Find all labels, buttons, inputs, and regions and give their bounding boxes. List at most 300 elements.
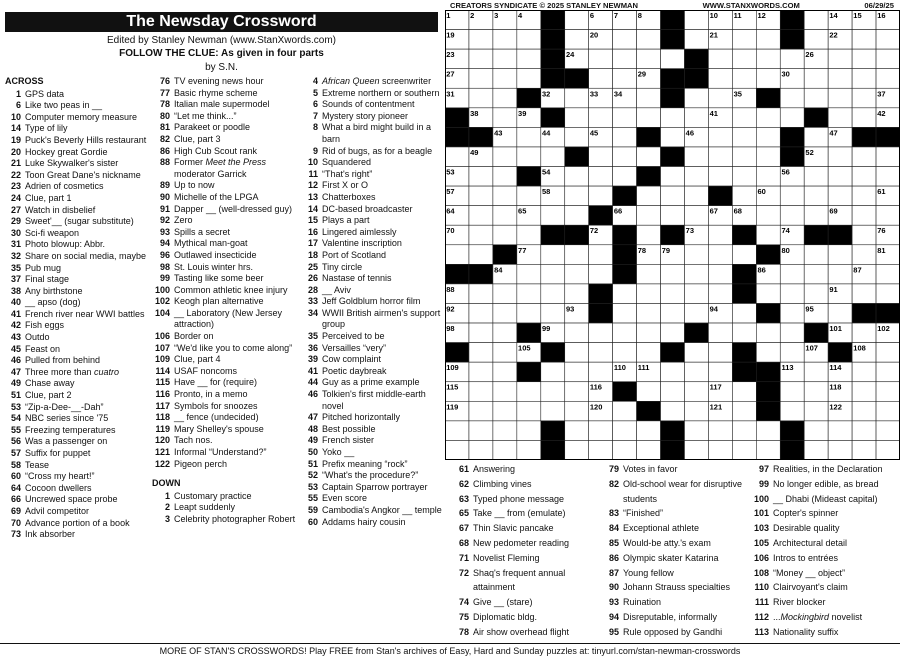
clue-across-76[interactable]: [152, 76, 297, 88]
clue-across-93[interactable]: [152, 227, 297, 239]
grid-cell[interactable]: [828, 264, 852, 284]
clue-across-1[interactable]: [5, 89, 147, 101]
clue-down-41[interactable]: [302, 366, 444, 378]
grid-cell[interactable]: [613, 69, 637, 89]
grid-cell[interactable]: [469, 343, 493, 363]
grid-cell[interactable]: [756, 225, 780, 245]
clue-down-82[interactable]: [603, 477, 748, 507]
grid-cell[interactable]: [732, 108, 756, 128]
clue-down-59[interactable]: [302, 505, 444, 517]
grid-cell[interactable]: [469, 323, 493, 343]
grid-cell[interactable]: [661, 186, 685, 206]
grid-cell[interactable]: [493, 362, 517, 382]
clue-down-15[interactable]: [302, 215, 444, 227]
clue-across-117[interactable]: [152, 401, 297, 413]
grid-cell[interactable]: [565, 186, 589, 206]
grid-cell[interactable]: [493, 284, 517, 304]
clue-down-14[interactable]: [302, 204, 444, 216]
grid-cell[interactable]: [661, 362, 685, 382]
clue-down-100[interactable]: [751, 492, 899, 507]
grid-cell[interactable]: [828, 69, 852, 89]
clue-across-6[interactable]: [5, 100, 147, 112]
clue-down-52[interactable]: [302, 470, 444, 482]
clue-down-11[interactable]: [302, 169, 444, 181]
grid-cell[interactable]: [565, 421, 589, 441]
grid-cell[interactable]: [876, 30, 900, 50]
clue-down-55[interactable]: [302, 493, 444, 505]
grid-cell[interactable]: [493, 421, 517, 441]
grid-cell[interactable]: [661, 108, 685, 128]
grid-cell[interactable]: [684, 284, 708, 304]
clue-across-102[interactable]: [152, 296, 297, 308]
grid-cell[interactable]: [804, 186, 828, 206]
grid-cell[interactable]: [852, 440, 876, 460]
grid-cell[interactable]: [804, 245, 828, 265]
clue-down-90[interactable]: [603, 580, 748, 595]
grid-cell[interactable]: [613, 167, 637, 187]
clue-across-122[interactable]: [152, 459, 297, 471]
grid-cell[interactable]: [708, 362, 732, 382]
grid-cell[interactable]: [684, 108, 708, 128]
grid-cell[interactable]: [541, 264, 565, 284]
grid-cell[interactable]: [684, 88, 708, 108]
grid-cell[interactable]: [828, 440, 852, 460]
grid-cell[interactable]: [876, 382, 900, 402]
clue-across-46[interactable]: [5, 355, 147, 367]
clue-across-116[interactable]: [152, 389, 297, 401]
clue-across-109[interactable]: [152, 354, 297, 366]
clue-across-98[interactable]: [152, 262, 297, 274]
clue-down-74[interactable]: [453, 595, 593, 610]
grid-cell[interactable]: [852, 225, 876, 245]
grid-cell[interactable]: [780, 264, 804, 284]
clue-across-64[interactable]: [5, 483, 147, 495]
clue-down-34[interactable]: [302, 308, 444, 331]
grid-cell[interactable]: [684, 421, 708, 441]
grid-cell[interactable]: [804, 10, 828, 30]
grid-cell[interactable]: [828, 303, 852, 323]
grid-cell[interactable]: [780, 49, 804, 69]
grid-cell[interactable]: [804, 167, 828, 187]
grid-cell[interactable]: [517, 401, 541, 421]
grid-cell[interactable]: [852, 88, 876, 108]
grid-cell[interactable]: [756, 343, 780, 363]
grid-cell[interactable]: [589, 362, 613, 382]
grid-cell[interactable]: [589, 108, 613, 128]
grid-cell[interactable]: [876, 49, 900, 69]
grid-cell[interactable]: [565, 127, 589, 147]
grid-cell[interactable]: [756, 421, 780, 441]
grid-cell[interactable]: [637, 206, 661, 226]
clue-across-120[interactable]: [152, 435, 297, 447]
grid-cell[interactable]: [852, 49, 876, 69]
grid-cell[interactable]: [589, 69, 613, 89]
clue-down-75[interactable]: [453, 610, 593, 625]
grid-cell[interactable]: [589, 167, 613, 187]
grid-cell[interactable]: [589, 421, 613, 441]
grid-cell[interactable]: [637, 225, 661, 245]
grid-cell[interactable]: [684, 147, 708, 167]
grid-cell[interactable]: [876, 343, 900, 363]
grid-cell[interactable]: [445, 440, 469, 460]
grid-cell[interactable]: [732, 147, 756, 167]
grid-cell[interactable]: [469, 303, 493, 323]
clue-across-40[interactable]: [5, 297, 147, 309]
grid-cell[interactable]: [565, 167, 589, 187]
clue-across-118[interactable]: [152, 412, 297, 424]
clue-across-90[interactable]: [152, 192, 297, 204]
grid-cell[interactable]: [565, 362, 589, 382]
clue-down-2[interactable]: [152, 502, 297, 514]
clue-down-18[interactable]: [302, 250, 444, 262]
grid-cell[interactable]: [517, 421, 541, 441]
clue-down-79[interactable]: [603, 462, 748, 477]
clue-across-19[interactable]: [5, 135, 147, 147]
clue-across-88[interactable]: [152, 157, 297, 180]
grid-cell[interactable]: [852, 69, 876, 89]
clue-down-47[interactable]: [302, 412, 444, 424]
grid-cell[interactable]: [565, 343, 589, 363]
grid-cell[interactable]: [469, 186, 493, 206]
grid-cell[interactable]: [780, 303, 804, 323]
clue-down-33[interactable]: [302, 296, 444, 308]
grid-cell[interactable]: [661, 127, 685, 147]
grid-cell[interactable]: [541, 382, 565, 402]
grid-cell[interactable]: [756, 323, 780, 343]
grid-cell[interactable]: [517, 303, 541, 323]
clue-across-119[interactable]: [152, 424, 297, 436]
clue-across-69[interactable]: [5, 506, 147, 518]
clue-across-27[interactable]: [5, 205, 147, 217]
grid-cell[interactable]: [804, 264, 828, 284]
grid-cell[interactable]: [804, 127, 828, 147]
grid-cell[interactable]: [565, 10, 589, 30]
clue-down-67[interactable]: [453, 521, 593, 536]
grid-cell[interactable]: [565, 401, 589, 421]
grid-cell[interactable]: [708, 343, 732, 363]
grid-cell[interactable]: [708, 147, 732, 167]
clue-across-92[interactable]: [152, 215, 297, 227]
grid-cell[interactable]: [708, 284, 732, 304]
grid-cell[interactable]: [876, 167, 900, 187]
clue-across-23[interactable]: [5, 181, 147, 193]
clue-down-39[interactable]: [302, 354, 444, 366]
grid-cell[interactable]: [708, 440, 732, 460]
grid-cell[interactable]: [732, 401, 756, 421]
clue-across-89[interactable]: [152, 180, 297, 192]
clue-across-96[interactable]: [152, 250, 297, 262]
clue-down-95[interactable]: [603, 625, 748, 640]
clue-across-55[interactable]: [5, 425, 147, 437]
clue-across-70[interactable]: [5, 518, 147, 530]
grid-cell[interactable]: [661, 401, 685, 421]
grid-cell[interactable]: [589, 186, 613, 206]
clue-across-91[interactable]: [152, 204, 297, 216]
grid-cell[interactable]: [493, 167, 517, 187]
grid-cell[interactable]: [828, 245, 852, 265]
grid-cell[interactable]: [517, 284, 541, 304]
grid-cell[interactable]: [445, 421, 469, 441]
clue-down-108[interactable]: [751, 566, 899, 581]
clue-across-106[interactable]: [152, 331, 297, 343]
clue-down-60[interactable]: [302, 517, 444, 529]
grid-cell[interactable]: [541, 362, 565, 382]
grid-cell[interactable]: [852, 167, 876, 187]
grid-cell[interactable]: [708, 167, 732, 187]
grid-cell[interactable]: [732, 30, 756, 50]
grid-cell[interactable]: [708, 421, 732, 441]
grid-cell[interactable]: [684, 343, 708, 363]
clue-across-37[interactable]: [5, 274, 147, 286]
clue-down-25[interactable]: [302, 262, 444, 274]
grid-cell[interactable]: [661, 284, 685, 304]
grid-cell[interactable]: [517, 49, 541, 69]
clue-across-53[interactable]: [5, 402, 147, 414]
grid-cell[interactable]: [852, 147, 876, 167]
grid-cell[interactable]: [732, 323, 756, 343]
grid-cell[interactable]: [541, 401, 565, 421]
grid-cell[interactable]: [469, 401, 493, 421]
grid-cell[interactable]: [493, 440, 517, 460]
grid-cell[interactable]: [852, 284, 876, 304]
grid-cell[interactable]: [661, 323, 685, 343]
grid-cell[interactable]: [517, 30, 541, 50]
clue-across-14[interactable]: [5, 123, 147, 135]
grid-cell[interactable]: [828, 167, 852, 187]
grid-cell[interactable]: [469, 382, 493, 402]
clue-across-10[interactable]: [5, 112, 147, 124]
grid-cell[interactable]: [756, 147, 780, 167]
clue-down-65[interactable]: [453, 506, 593, 521]
grid-cell[interactable]: [493, 69, 517, 89]
grid-cell[interactable]: [708, 264, 732, 284]
grid-cell[interactable]: [684, 362, 708, 382]
clue-across-66[interactable]: [5, 494, 147, 506]
grid-cell[interactable]: [661, 206, 685, 226]
grid-cell[interactable]: [684, 401, 708, 421]
clue-down-61[interactable]: [453, 462, 593, 477]
clue-across-42[interactable]: [5, 320, 147, 332]
grid-cell[interactable]: [804, 440, 828, 460]
grid-cell[interactable]: [828, 88, 852, 108]
grid-cell[interactable]: [493, 323, 517, 343]
grid-cell[interactable]: [589, 147, 613, 167]
grid-cell[interactable]: [756, 167, 780, 187]
clue-across-77[interactable]: [152, 88, 297, 100]
grid-cell[interactable]: [876, 147, 900, 167]
clue-down-16[interactable]: [302, 227, 444, 239]
clue-down-62[interactable]: [453, 477, 593, 492]
clue-down-71[interactable]: [453, 551, 593, 566]
grid-cell[interactable]: [541, 303, 565, 323]
clue-down-51[interactable]: [302, 459, 444, 471]
grid-cell[interactable]: [804, 88, 828, 108]
grid-cell[interactable]: [613, 440, 637, 460]
clue-down-46[interactable]: [302, 389, 444, 412]
grid-cell[interactable]: [684, 206, 708, 226]
grid-cell[interactable]: [852, 382, 876, 402]
clue-across-35[interactable]: [5, 263, 147, 275]
grid-cell[interactable]: [661, 303, 685, 323]
grid-cell[interactable]: [732, 49, 756, 69]
clue-down-4[interactable]: [302, 76, 444, 88]
clue-across-51[interactable]: [5, 390, 147, 402]
grid-cell[interactable]: [780, 108, 804, 128]
clue-across-49[interactable]: [5, 378, 147, 390]
grid-cell[interactable]: [469, 440, 493, 460]
grid-cell[interactable]: [708, 88, 732, 108]
grid-cell[interactable]: [493, 343, 517, 363]
grid-cell[interactable]: [852, 206, 876, 226]
grid-cell[interactable]: [876, 69, 900, 89]
grid-cell[interactable]: [565, 30, 589, 50]
clue-across-56[interactable]: [5, 436, 147, 448]
grid-cell[interactable]: [637, 440, 661, 460]
grid-cell[interactable]: [804, 69, 828, 89]
grid-cell[interactable]: [804, 382, 828, 402]
clue-down-78[interactable]: [453, 625, 593, 640]
grid-cell[interactable]: [852, 108, 876, 128]
grid-cell[interactable]: [541, 206, 565, 226]
clue-across-86[interactable]: [152, 146, 297, 158]
clue-down-93[interactable]: [603, 595, 748, 610]
grid-cell[interactable]: [756, 284, 780, 304]
grid-cell[interactable]: [541, 245, 565, 265]
clue-across-94[interactable]: [152, 238, 297, 250]
grid-cell[interactable]: [541, 284, 565, 304]
clue-across-82[interactable]: [152, 134, 297, 146]
grid-cell[interactable]: [613, 303, 637, 323]
crossword-grid[interactable]: [445, 10, 900, 460]
clue-down-5[interactable]: [302, 88, 444, 100]
grid-cell[interactable]: [661, 167, 685, 187]
grid-cell[interactable]: [565, 245, 589, 265]
clue-across-107[interactable]: [152, 343, 297, 355]
grid-cell[interactable]: [661, 382, 685, 402]
grid-cell[interactable]: [517, 264, 541, 284]
grid-cell[interactable]: [780, 206, 804, 226]
grid-cell[interactable]: [517, 147, 541, 167]
clue-across-22[interactable]: [5, 170, 147, 182]
grid-cell[interactable]: [589, 323, 613, 343]
grid-cell[interactable]: [828, 147, 852, 167]
clue-down-17[interactable]: [302, 238, 444, 250]
clue-down-86[interactable]: [603, 551, 748, 566]
clue-across-54[interactable]: [5, 413, 147, 425]
grid-cell[interactable]: [708, 323, 732, 343]
grid-cell[interactable]: [876, 401, 900, 421]
grid-cell[interactable]: [732, 382, 756, 402]
grid-cell[interactable]: [684, 10, 708, 30]
clue-down-50[interactable]: [302, 447, 444, 459]
grid-cell[interactable]: [613, 284, 637, 304]
grid-cell[interactable]: [469, 167, 493, 187]
grid-cell[interactable]: [684, 30, 708, 50]
grid-cell[interactable]: [493, 186, 517, 206]
grid-cell[interactable]: [613, 343, 637, 363]
clue-down-9[interactable]: [302, 146, 444, 158]
clue-across-114[interactable]: [152, 366, 297, 378]
grid-cell[interactable]: [613, 401, 637, 421]
grid-cell[interactable]: [637, 421, 661, 441]
clue-across-73[interactable]: [5, 529, 147, 541]
grid-cell[interactable]: [493, 147, 517, 167]
clue-across-57[interactable]: [5, 448, 147, 460]
clue-across-45[interactable]: [5, 344, 147, 356]
grid-cell[interactable]: [852, 401, 876, 421]
grid-cell[interactable]: [876, 206, 900, 226]
clue-down-44[interactable]: [302, 377, 444, 389]
grid-cell[interactable]: [732, 421, 756, 441]
grid-cell[interactable]: [852, 245, 876, 265]
clue-across-121[interactable]: [152, 447, 297, 459]
grid-cell[interactable]: [684, 382, 708, 402]
clue-down-53[interactable]: [302, 482, 444, 494]
clue-down-106[interactable]: [751, 551, 899, 566]
grid-cell[interactable]: [756, 440, 780, 460]
grid-cell[interactable]: [828, 49, 852, 69]
grid-cell[interactable]: [756, 206, 780, 226]
grid-cell[interactable]: [804, 206, 828, 226]
grid-cell[interactable]: [469, 421, 493, 441]
grid-cell[interactable]: [708, 69, 732, 89]
grid-cell[interactable]: [565, 206, 589, 226]
grid-cell[interactable]: [517, 382, 541, 402]
grid-cell[interactable]: [565, 88, 589, 108]
grid-cell[interactable]: [469, 49, 493, 69]
grid-cell[interactable]: [732, 186, 756, 206]
clue-across-32[interactable]: [5, 251, 147, 263]
grid-cell[interactable]: [661, 49, 685, 69]
clue-across-24[interactable]: [5, 193, 147, 205]
grid-cell[interactable]: [804, 284, 828, 304]
clue-across-104[interactable]: [152, 308, 297, 331]
clue-down-10[interactable]: [302, 157, 444, 169]
grid-cell[interactable]: [732, 69, 756, 89]
grid-cell[interactable]: [565, 440, 589, 460]
clue-across-100[interactable]: [152, 285, 297, 297]
clue-across-30[interactable]: [5, 228, 147, 240]
clue-down-105[interactable]: [751, 536, 899, 551]
grid-cell[interactable]: [684, 186, 708, 206]
grid-cell[interactable]: [684, 440, 708, 460]
grid-cell[interactable]: [732, 167, 756, 187]
grid-cell[interactable]: [876, 421, 900, 441]
grid-cell[interactable]: [469, 245, 493, 265]
grid-cell[interactable]: [756, 30, 780, 50]
grid-cell[interactable]: [780, 186, 804, 206]
grid-cell[interactable]: [493, 401, 517, 421]
grid-cell[interactable]: [684, 264, 708, 284]
grid-cell[interactable]: [613, 30, 637, 50]
clue-down-48[interactable]: [302, 424, 444, 436]
clue-across-81[interactable]: [152, 122, 297, 134]
grid-cell[interactable]: [732, 245, 756, 265]
grid-cell[interactable]: [589, 245, 613, 265]
grid-cell[interactable]: [637, 303, 661, 323]
grid-cell[interactable]: [756, 49, 780, 69]
clue-across-29[interactable]: [5, 216, 147, 228]
clue-across-80[interactable]: [152, 111, 297, 123]
clue-across-58[interactable]: [5, 460, 147, 472]
grid-cell[interactable]: [469, 69, 493, 89]
grid-cell[interactable]: [828, 108, 852, 128]
clue-across-20[interactable]: [5, 147, 147, 159]
grid-cell[interactable]: [876, 362, 900, 382]
grid-cell[interactable]: [589, 264, 613, 284]
grid-cell[interactable]: [493, 206, 517, 226]
grid-cell[interactable]: [852, 323, 876, 343]
